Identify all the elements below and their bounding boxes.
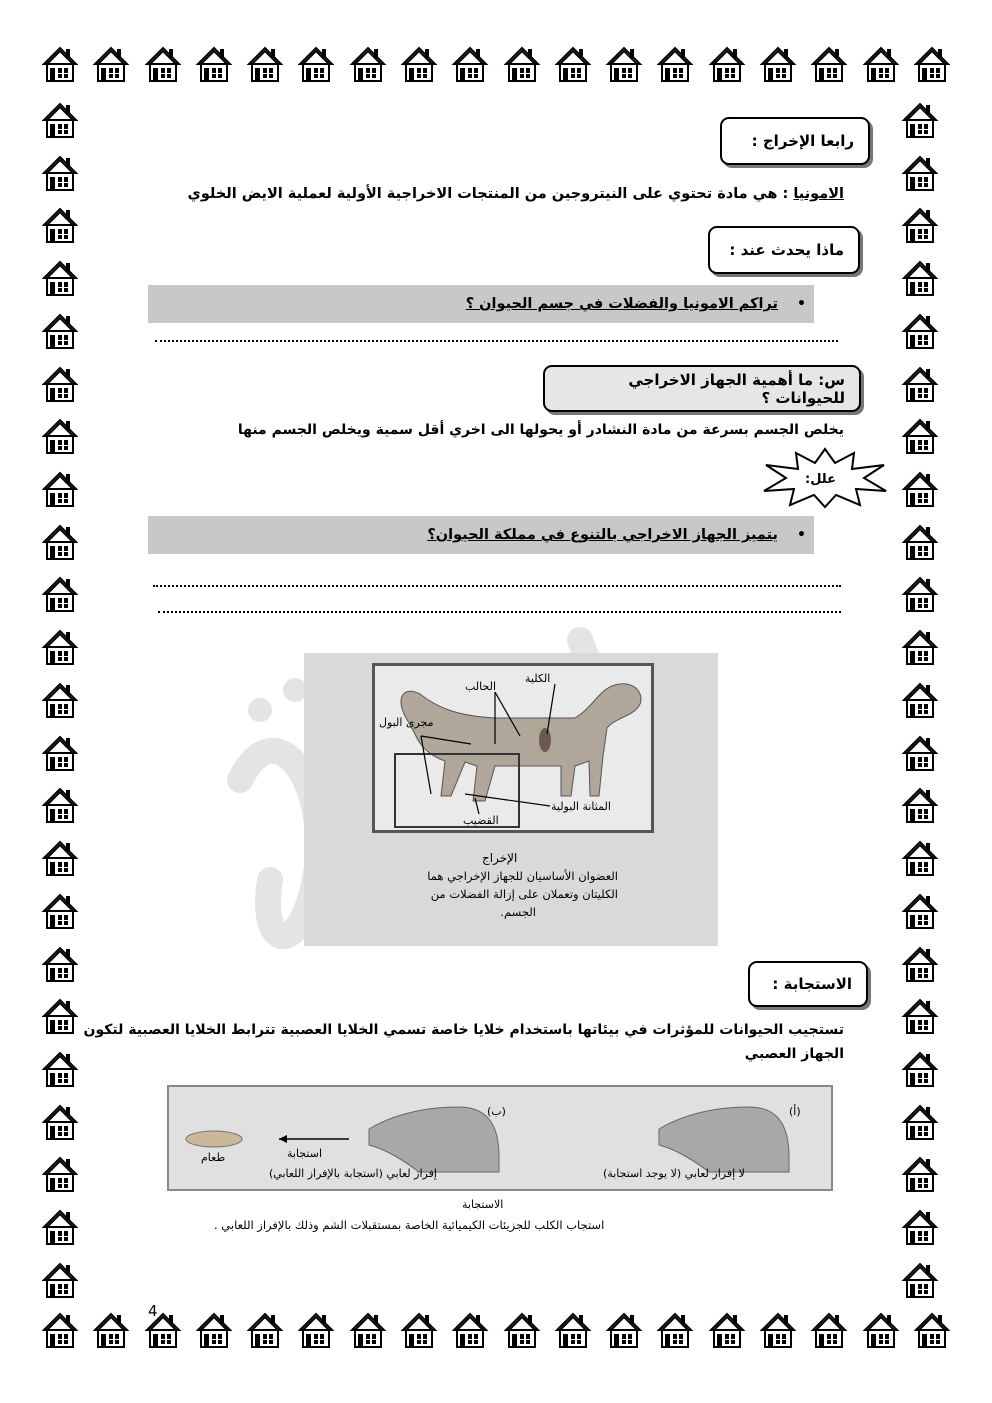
label-urethra: مجرى البول bbox=[379, 716, 434, 729]
caption-b: إفراز لعابي (استجابة بالإفراز اللعابي) bbox=[269, 1167, 437, 1180]
bullet-1-text: تراكم الامونيا والفضلات في جسم الحيوان ؟ bbox=[465, 296, 778, 312]
dog-caption-line-3: الجسم. bbox=[500, 905, 536, 919]
house-icon bbox=[40, 733, 80, 773]
ammonia-definition: : هي مادة تحتوي على النيتروجين من المنتجات الاخراجية الأولية لعملية الايض الخلوي bbox=[187, 186, 789, 202]
dog-response-figure bbox=[167, 1085, 833, 1191]
house-icon bbox=[40, 44, 80, 84]
house-icon bbox=[40, 100, 80, 140]
house-icon bbox=[143, 44, 183, 84]
house-icon bbox=[40, 680, 80, 720]
house-icon bbox=[861, 1310, 901, 1350]
house-icon bbox=[40, 996, 80, 1036]
house-icon bbox=[900, 574, 940, 614]
dog-excretion-figure bbox=[304, 653, 718, 946]
house-icon bbox=[655, 1310, 695, 1350]
house-icon bbox=[900, 364, 940, 404]
dog-caption-title: الإخراج bbox=[482, 851, 518, 865]
house-icon bbox=[296, 44, 336, 84]
answer-line bbox=[158, 611, 841, 613]
house-icon bbox=[900, 153, 940, 193]
question-heading: س: ما أهمية الجهاز الاخراجي للحيوانات ؟ bbox=[628, 370, 845, 407]
border-top bbox=[40, 44, 952, 84]
house-icon bbox=[245, 1310, 285, 1350]
house-icon bbox=[900, 1260, 940, 1300]
house-icon bbox=[809, 44, 849, 84]
house-icon bbox=[40, 838, 80, 878]
response-figure-title: الاستجابة bbox=[462, 1198, 504, 1211]
house-icon bbox=[40, 1154, 80, 1194]
house-icon bbox=[348, 1310, 388, 1350]
house-icon bbox=[40, 311, 80, 351]
label-kidney: الكلية bbox=[525, 672, 551, 685]
caption-a: لا إفراز لعابي (لا يوجد استجابة) bbox=[603, 1167, 745, 1180]
house-icon bbox=[40, 205, 80, 245]
bullet-icon: • bbox=[797, 296, 806, 312]
house-icon bbox=[900, 891, 940, 931]
house-icon bbox=[91, 1310, 131, 1350]
dog-caption-line-2: الكليتان وتعملان على إزالة الفضلات من bbox=[430, 887, 618, 901]
house-icon bbox=[40, 944, 80, 984]
border-right bbox=[900, 100, 940, 1300]
border-bottom bbox=[40, 1310, 952, 1350]
house-icon bbox=[502, 44, 542, 84]
house-icon bbox=[40, 574, 80, 614]
label-a: (أ) bbox=[789, 1105, 801, 1118]
house-icon bbox=[900, 680, 940, 720]
house-icon bbox=[40, 416, 80, 456]
house-icon bbox=[900, 1154, 940, 1194]
response-heading-box bbox=[748, 961, 868, 1007]
bullet-icon: • bbox=[797, 527, 806, 543]
house-icon bbox=[900, 944, 940, 984]
house-icon bbox=[194, 44, 234, 84]
house-icon bbox=[604, 44, 644, 84]
house-icon bbox=[553, 1310, 593, 1350]
question-box bbox=[543, 365, 861, 412]
house-icon bbox=[900, 416, 940, 456]
house-icon bbox=[40, 1102, 80, 1142]
house-icon bbox=[900, 1207, 940, 1247]
house-icon bbox=[707, 1310, 747, 1350]
answer-text: يخلص الجسم بسرعة من مادة النشادر أو يحولها الى اخري أقل سمية ويخلص الجسم منها bbox=[237, 422, 844, 438]
house-icon bbox=[758, 44, 798, 84]
house-icon bbox=[900, 522, 940, 562]
dog-caption-line-1: العضوان الأساسيان للجهاز الإخراجي هما bbox=[427, 869, 618, 883]
answer-line bbox=[155, 340, 838, 342]
border-left bbox=[40, 100, 80, 1300]
response-heading: الاستجابة : bbox=[772, 975, 852, 993]
house-icon bbox=[758, 1310, 798, 1350]
house-icon bbox=[40, 627, 80, 667]
response-text-line-2: الجهاز العصبي bbox=[744, 1046, 844, 1062]
house-icon bbox=[900, 1049, 940, 1089]
house-icon bbox=[900, 627, 940, 667]
label-bladder: المثانة البولية bbox=[551, 800, 611, 813]
house-icon bbox=[861, 44, 901, 84]
house-icon bbox=[502, 1310, 542, 1350]
ammonia-term: الامونيا bbox=[793, 186, 844, 202]
house-icon bbox=[40, 1310, 80, 1350]
explain-label: علل: bbox=[805, 472, 836, 487]
question-bar-1 bbox=[148, 285, 814, 323]
excretion-heading-box bbox=[720, 117, 870, 165]
bullet-2-text: يتميز الجهاز الاخراجي بالتنوع في مملكة الحيوان؟ bbox=[427, 527, 778, 543]
house-icon bbox=[40, 1260, 80, 1300]
house-icon bbox=[900, 205, 940, 245]
house-icon bbox=[655, 44, 695, 84]
house-icon bbox=[900, 469, 940, 509]
house-icon bbox=[912, 44, 952, 84]
house-icon bbox=[450, 1310, 490, 1350]
dog-image-frame bbox=[372, 663, 654, 833]
house-icon bbox=[40, 1049, 80, 1089]
house-icon bbox=[900, 996, 940, 1036]
house-icon bbox=[40, 522, 80, 562]
response-text-line-1: تستجيب الحيوانات للمؤثرات في بيئاتها باستخدام خلايا خاصة تسمي الخلايا العصبية تترابط الخلايا العصبية لتكون bbox=[83, 1022, 844, 1038]
house-icon bbox=[399, 44, 439, 84]
house-icon bbox=[40, 785, 80, 825]
house-icon bbox=[900, 311, 940, 351]
house-icon bbox=[194, 1310, 234, 1350]
excretion-heading: رابعا الإخراج : bbox=[751, 132, 854, 150]
house-icon bbox=[450, 44, 490, 84]
house-icon bbox=[809, 1310, 849, 1350]
house-icon bbox=[900, 838, 940, 878]
house-icon bbox=[553, 44, 593, 84]
question-bar-2 bbox=[148, 516, 814, 554]
house-icon bbox=[399, 1310, 439, 1350]
house-icon bbox=[900, 100, 940, 140]
label-ureter: الحالب bbox=[465, 680, 497, 693]
label-penis: القضيب bbox=[463, 814, 499, 827]
house-icon bbox=[604, 1310, 644, 1350]
label-b: (ب) bbox=[487, 1105, 506, 1118]
house-icon bbox=[900, 785, 940, 825]
what-happens-box bbox=[708, 226, 860, 274]
house-icon bbox=[912, 1310, 952, 1350]
label-response-arrow: استجابة bbox=[287, 1147, 323, 1160]
house-icon bbox=[40, 258, 80, 298]
house-icon bbox=[707, 44, 747, 84]
what-happens-heading: ماذا يحدث عند : bbox=[729, 241, 844, 259]
ammonia-definition-line bbox=[188, 186, 844, 202]
house-icon bbox=[900, 733, 940, 773]
label-food: طعام bbox=[201, 1151, 226, 1164]
house-icon bbox=[40, 891, 80, 931]
house-icon bbox=[296, 1310, 336, 1350]
house-icon bbox=[40, 364, 80, 404]
house-icon bbox=[40, 469, 80, 509]
house-icon bbox=[91, 44, 131, 84]
house-icon bbox=[348, 44, 388, 84]
house-icon bbox=[245, 44, 285, 84]
house-icon bbox=[40, 153, 80, 193]
house-icon bbox=[900, 258, 940, 298]
house-icon bbox=[900, 1102, 940, 1142]
page-number: 4 bbox=[148, 1302, 158, 1320]
answer-line bbox=[153, 585, 841, 587]
house-icon bbox=[40, 1207, 80, 1247]
response-figure-caption: استجاب الكلب للجزيئات الكيميائية الخاصة بمستقبلات الشم وذلك بالإفراز اللعابي . bbox=[214, 1218, 605, 1232]
